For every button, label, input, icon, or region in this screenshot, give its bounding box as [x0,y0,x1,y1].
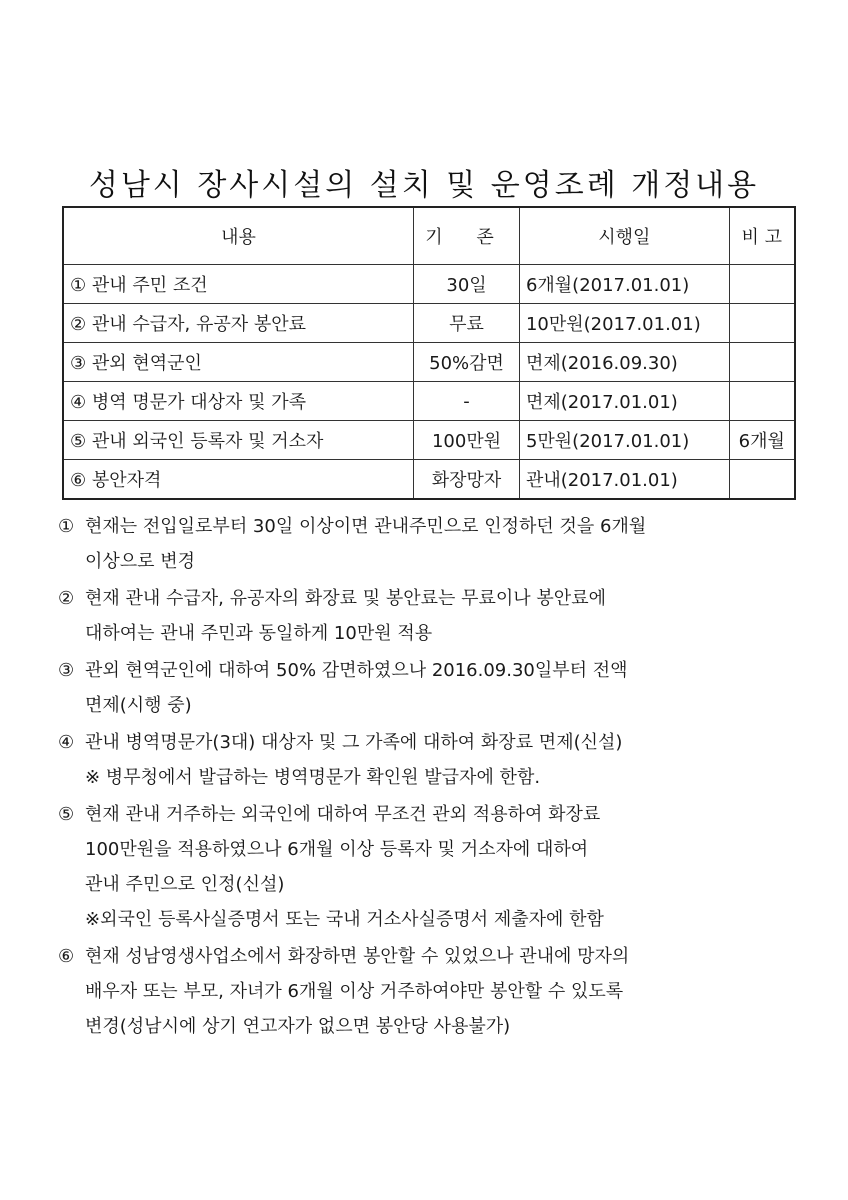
cell-content: ③ 관외 현역군인 [63,343,414,382]
note-marker: ⑥ [58,946,75,967]
cell-effective: 면제(2017.01.01) [519,382,729,421]
header-existing-label: 기 존 [425,227,508,248]
cell-existing: 화장망자 [414,460,520,500]
cell-existing: 100만원 [414,421,520,460]
table-row [63,382,795,421]
table-row [63,304,795,343]
notes-list [58,509,798,1046]
note-footnote: ※외국인 등록사실증명서 또는 국내 거소사실증명서 제출자에 한함 [85,909,604,930]
cell-effective: 10만원(2017.01.01) [519,304,729,343]
note-footnote: ※ 병무청에서 발급하는 병역명문가 확인원 발급자에 한함. [85,767,541,788]
cell-content: ⑤ 관내 외국인 등록자 및 거소자 [63,421,414,460]
note-marker: ⑤ [58,804,75,825]
header-existing [414,207,520,265]
note-line: 관외 현역군인에 대하여 50% 감면하였으나 2016.09.30일부터 전액 [85,660,628,681]
cell-remarks [729,382,795,421]
cell-remarks [729,265,795,304]
table-row [63,421,795,460]
note-item [58,797,798,937]
note-line: 100만원을 적용하였으나 6개월 이상 등록자 및 거소자에 대하여 [85,839,589,860]
table-row [63,265,795,304]
amendment-table [62,206,796,500]
note-line: 현재 관내 수급자, 유공자의 화장료 및 봉안료는 무료이나 봉안료에 [85,588,606,609]
cell-existing: 무료 [414,304,520,343]
cell-effective: 6개월(2017.01.01) [519,265,729,304]
table-row [63,343,795,382]
note-line: 면제(시행 중) [85,695,192,716]
cell-existing: 50%감면 [414,343,520,382]
note-line: 현재는 전입일로부터 30일 이상이면 관내주민으로 인정하던 것을 6개월 [85,516,647,537]
table-body [63,265,795,500]
note-item [58,581,798,651]
note-line: 변경(성남시에 상기 연고자가 없으면 봉안당 사용불가) [85,1016,511,1037]
cell-remarks [729,304,795,343]
note-line: 관내 병역명문가(3대) 대상자 및 그 가족에 대하여 화장료 면제(신설) [85,732,623,753]
cell-remarks: 6개월 [729,421,795,460]
cell-existing: - [414,382,520,421]
note-line: 대하여는 관내 주민과 동일하게 10만원 적용 [85,623,433,644]
cell-effective: 관내(2017.01.01) [519,460,729,500]
cell-effective: 5만원(2017.01.01) [519,421,729,460]
cell-content: ① 관내 주민 조건 [63,265,414,304]
note-item [58,725,798,795]
note-line: 관내 주민으로 인정(신설) [85,874,285,895]
cell-content: ④ 병역 명문가 대상자 및 가족 [63,382,414,421]
note-line: 현재 관내 거주하는 외국인에 대하여 무조건 관외 적용하여 화장료 [85,804,601,825]
note-item [58,653,798,723]
note-item [58,939,798,1044]
note-line: 이상으로 변경 [85,551,196,572]
note-line: 배우자 또는 부모, 자녀가 6개월 이상 거주하여야만 봉안할 수 있도록 [85,981,624,1002]
cell-content: ⑥ 봉안자격 [63,460,414,500]
note-line: 현재 성남영생사업소에서 화장하면 봉안할 수 있었으나 관내에 망자의 [85,946,630,967]
note-marker: ④ [58,732,75,753]
header-content: 내용 [63,207,414,265]
cell-existing: 30일 [414,265,520,304]
table-row [63,460,795,500]
note-marker: ③ [58,660,75,681]
header-effective-date: 시행일 [519,207,729,265]
note-item [58,509,798,579]
table-header-row [63,207,795,265]
note-marker: ① [58,516,75,537]
page-title: 성남시 장사시설의 설치 및 운영조례 개정내용 [88,168,760,204]
cell-remarks [729,460,795,500]
cell-content: ② 관내 수급자, 유공자 봉안료 [63,304,414,343]
cell-effective: 면제(2016.09.30) [519,343,729,382]
note-marker: ② [58,588,75,609]
cell-remarks [729,343,795,382]
header-remarks: 비 고 [729,207,795,265]
